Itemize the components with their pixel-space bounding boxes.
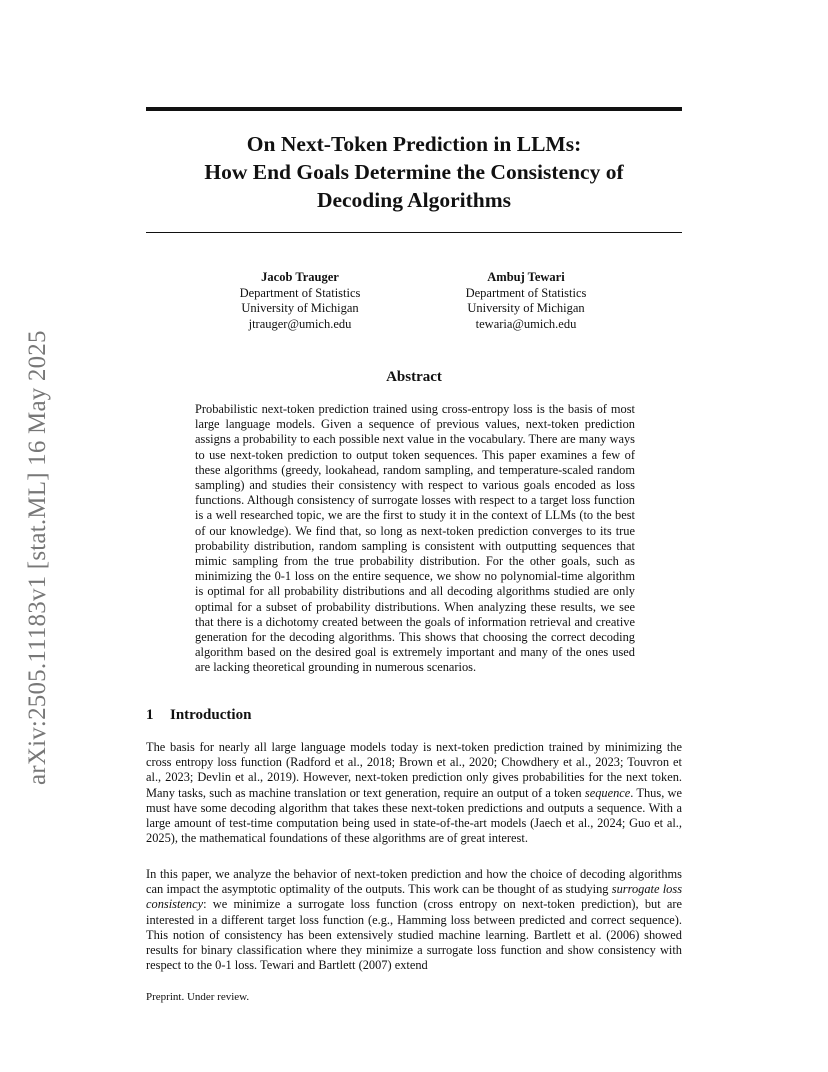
title-line-2: How End Goals Determine the Consistency of xyxy=(204,160,624,184)
title-bottom-rule xyxy=(146,232,682,233)
paragraph-text: . Thus, we must have some decoding algorithm that takes these next-token predictions and outputs a sequence. With a large amount of test-time computation being used in state-of-the-art models (Jaech et al., 2024; Guo et al., 2025), the mathematical foundations of these algorithms are of great interest. xyxy=(146,785,682,846)
intro-paragraph-2 xyxy=(146,867,682,973)
author-email: tewaria@umich.edu xyxy=(475,316,577,331)
author-university: University of Michigan xyxy=(467,301,585,315)
author-university: University of Michigan xyxy=(241,301,359,315)
paragraph-text: In this paper, we analyze the behavior of next-token prediction and how the choice of decoding algorithms can impact the asymptotic optimality of the outputs. This work can be thought of as studying xyxy=(146,867,682,897)
paragraph-text: : we minimize a surrogate loss function (cross entropy on next-token prediction), but are interested in a different target loss function (e.g., Hamming loss between predicted and correct sequence). This notion of consistency has been extensively studied machine learning. Bartlett et al. (2006) showed results for binary classification where they minimize a surrogate loss function and show consistency with respect to the 0-1 loss. Tewari and Bartlett (2007) extend xyxy=(146,897,682,973)
section-heading-introduction xyxy=(146,707,251,724)
paragraph-text: The basis for nearly all large language models today is next-token prediction trained by minimizing the cross entropy loss function (Radford et al., 2018; Brown et al., 2020; Chowdhery et al., 2023; Touvron et al., 2023; Devlin et al., 2019). However, next-token prediction only gives probabilities for the next token. Many tasks, such as machine translation or text generation, require an output of a token xyxy=(146,740,682,800)
title-line-3: Decoding Algorithms xyxy=(316,188,512,212)
author-name: Ambuj Tewari xyxy=(487,270,565,284)
author-block-2 xyxy=(426,270,626,332)
author-block-1 xyxy=(200,270,400,332)
arxiv-stamp: arXiv:2505.11183v1 [stat.ML] 16 May 2025 xyxy=(24,330,51,785)
paper-title xyxy=(146,130,682,214)
preprint-footnote: Preprint. Under review. xyxy=(146,991,250,1003)
emphasis-text: surrogate loss consistency xyxy=(146,882,683,912)
author-name: Jacob Trauger xyxy=(261,270,339,284)
author-email: jtrauger@umich.edu xyxy=(248,316,352,331)
emphasis-text: sequence xyxy=(584,785,631,800)
author-department: Department of Statistics xyxy=(465,285,587,300)
abstract-heading: Abstract xyxy=(386,369,442,385)
section-number: 1 xyxy=(146,707,154,723)
section-title: Introduction xyxy=(170,707,252,723)
author-department: Department of Statistics xyxy=(239,285,361,300)
intro-paragraph-1 xyxy=(146,740,682,846)
title-top-rule xyxy=(146,107,682,111)
abstract-text: Probabilistic next-token prediction trained using cross-entropy loss is the basis of most large language models. Given a sequence of previous values, next-token prediction assigns a probability to each possible next value in the vocabulary. There are many ways to use next-token prediction to output token sequences. This paper examines a few of these algorithms (greedy, lookahead, random sampling, and temperature-scaled random sampling) and studies their consistency with respect to various goals encoded as loss functions. Although consistency of surrogate losses with respect to a target loss function is a well researched topic, we are the first to study it in the context of LLMs (to the best of our knowledge). We find that, so long as next-token prediction converges to its true probability distribution, random sampling is consistent with outputting sequences that mimic sampling from the true probability distribution. For the other goals, such as minimizing the 0-1 loss on the entire sequence, we show no polynomial-time algorithm is optimal for all probability distributions and all decoding algorithms studied are only optimal for a subset of probability distributions. When analyzing these results, we see that there is a dichotomy created between the goals of information retrieval and creative generation for the decoding algorithms. This shows that choosing the correct decoding algorithm based on the desired goal is extremely important and many of the ones used are lacking theoretical grounding in numerous scenarios. xyxy=(195,402,635,675)
title-line-1: On Next-Token Prediction in LLMs: xyxy=(246,132,582,156)
